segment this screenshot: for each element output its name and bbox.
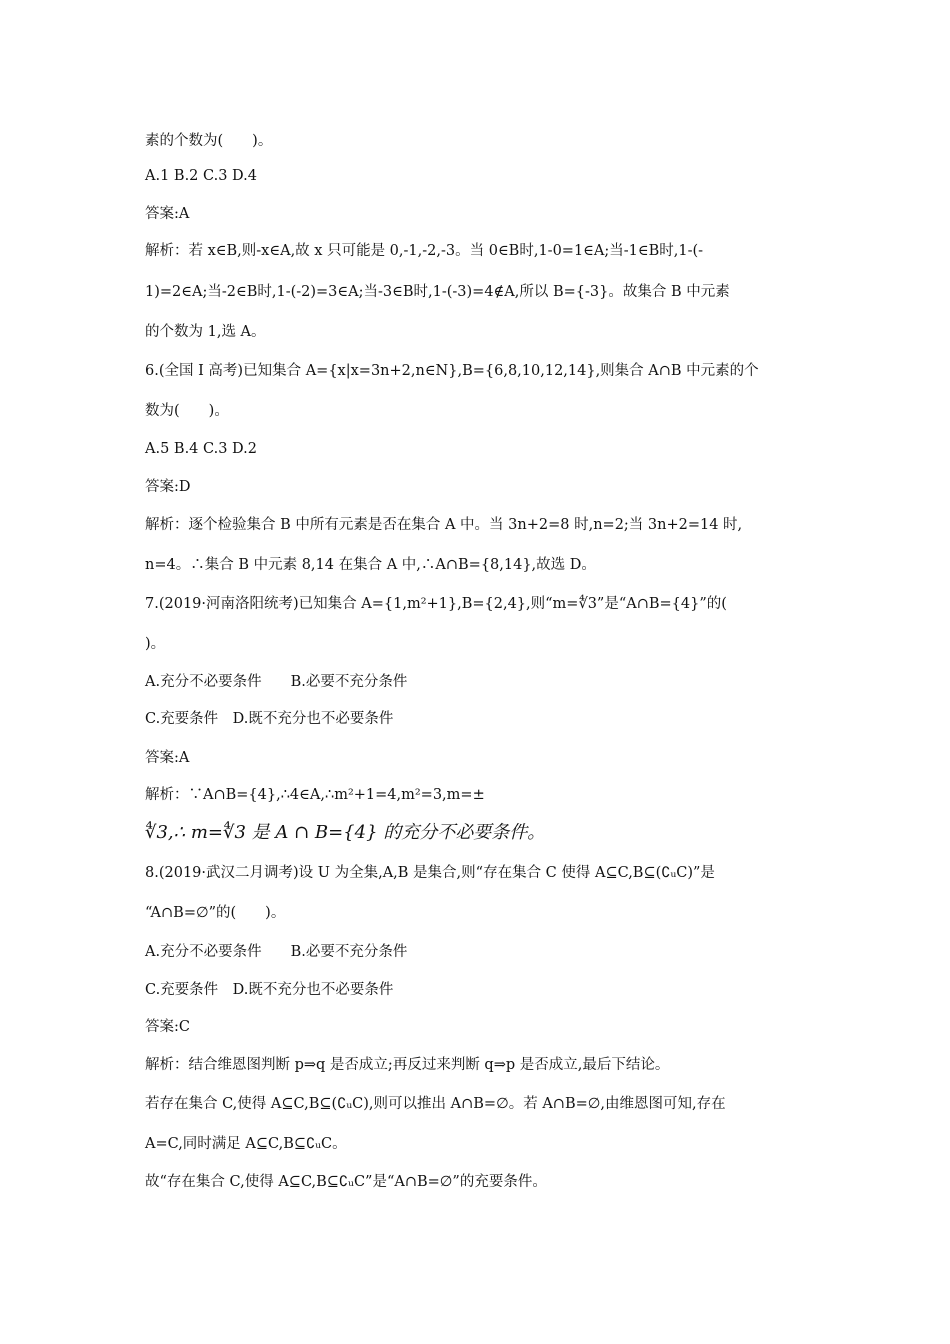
question-8-answer: 答案:C	[145, 1019, 190, 1035]
question-7-stem-line-2: )。	[145, 636, 166, 652]
question-7-answer: 答案:A	[145, 750, 190, 766]
question-5-analysis-line-1: 解析：若 x∈B,则-x∈A,故 x 只可能是 0,-1,-2,-3。当 0∈B时,1-0=1∈A;当-1∈B时,1-(-	[145, 243, 704, 259]
question-5-analysis-line-3: 的个数为 1,选 A。	[145, 324, 266, 340]
question-5-stem-end: 素的个数为( )。	[145, 133, 273, 149]
question-8-stem-line-1: 8.(2019·武汉二月调考)设 U 为全集,A,B 是集合,则“存在集合 C 使得 A⊆C,B⊆(∁ᵤC)”是	[145, 865, 715, 881]
question-7-analysis-line-2: ∜3,∴ m=∜3 是 A ∩ B={4} 的充分不必要条件。	[145, 822, 546, 843]
question-8-analysis-line-2: 若存在集合 C,使得 A⊆C,B⊆(∁ᵤC),则可以推出 A∩B=∅。若 A∩B=∅,由维恩图可知,存在	[145, 1096, 726, 1112]
question-7-analysis-line-1: 解析：∵A∩B={4},∴4∈A,∴m²+1=4,m²=3,m=±	[145, 787, 485, 803]
question-8-analysis-line-3: A=C,同时满足 A⊆C,B⊆∁ᵤC。	[145, 1136, 347, 1152]
question-6-options: A.5 B.4 C.3 D.2	[145, 441, 257, 457]
question-7-options-ab: A.充分不必要条件 B.必要不充分条件	[145, 674, 408, 690]
question-5-options: A.1 B.2 C.3 D.4	[145, 168, 257, 184]
question-8-options-ab: A.充分不必要条件 B.必要不充分条件	[145, 944, 408, 960]
question-6-analysis-line-1: 解析：逐个检验集合 B 中所有元素是否在集合 A 中。当 3n+2=8 时,n=2;当 3n+2=14 时,	[145, 517, 743, 533]
question-6-stem-line-1: 6.(全国 Ⅰ 高考)已知集合 A={x|x=3n+2,n∈N},B={6,8,10,12,14},则集合 A∩B 中元素的个	[145, 363, 759, 379]
question-7-options-cd: C.充要条件 D.既不充分也不必要条件	[145, 711, 394, 727]
question-6-stem-line-2: 数为( )。	[145, 403, 229, 419]
question-5-analysis-line-2: 1)=2∈A;当-2∈B时,1-(-2)=3∈A;当-3∈B时,1-(-3)=4∉A,所以 B={-3}。故集合 B 中元素	[145, 284, 730, 300]
question-8-stem-line-2: “A∩B=∅”的( )。	[145, 905, 286, 921]
question-8-analysis-line-1: 解析：结合维恩图判断 p⇒q 是否成立;再反过来判断 q⇒p 是否成立,最后下结论。	[145, 1057, 670, 1073]
question-6-answer: 答案:D	[145, 479, 191, 495]
question-5-answer: 答案:A	[145, 206, 190, 222]
question-8-options-cd: C.充要条件 D.既不充分也不必要条件	[145, 982, 394, 998]
question-7-stem-line-1: 7.(2019·河南洛阳统考)已知集合 A={1,m²+1},B={2,4},则“m=∜3”是“A∩B={4}”的(	[145, 596, 727, 612]
question-8-analysis-line-4: 故“存在集合 C,使得 A⊆C,B⊆∁ᵤC”是“A∩B=∅”的充要条件。	[145, 1174, 547, 1190]
question-6-analysis-line-2: n=4。∴集合 B 中元素 8,14 在集合 A 中,∴A∩B={8,14},故选 D。	[145, 557, 596, 573]
